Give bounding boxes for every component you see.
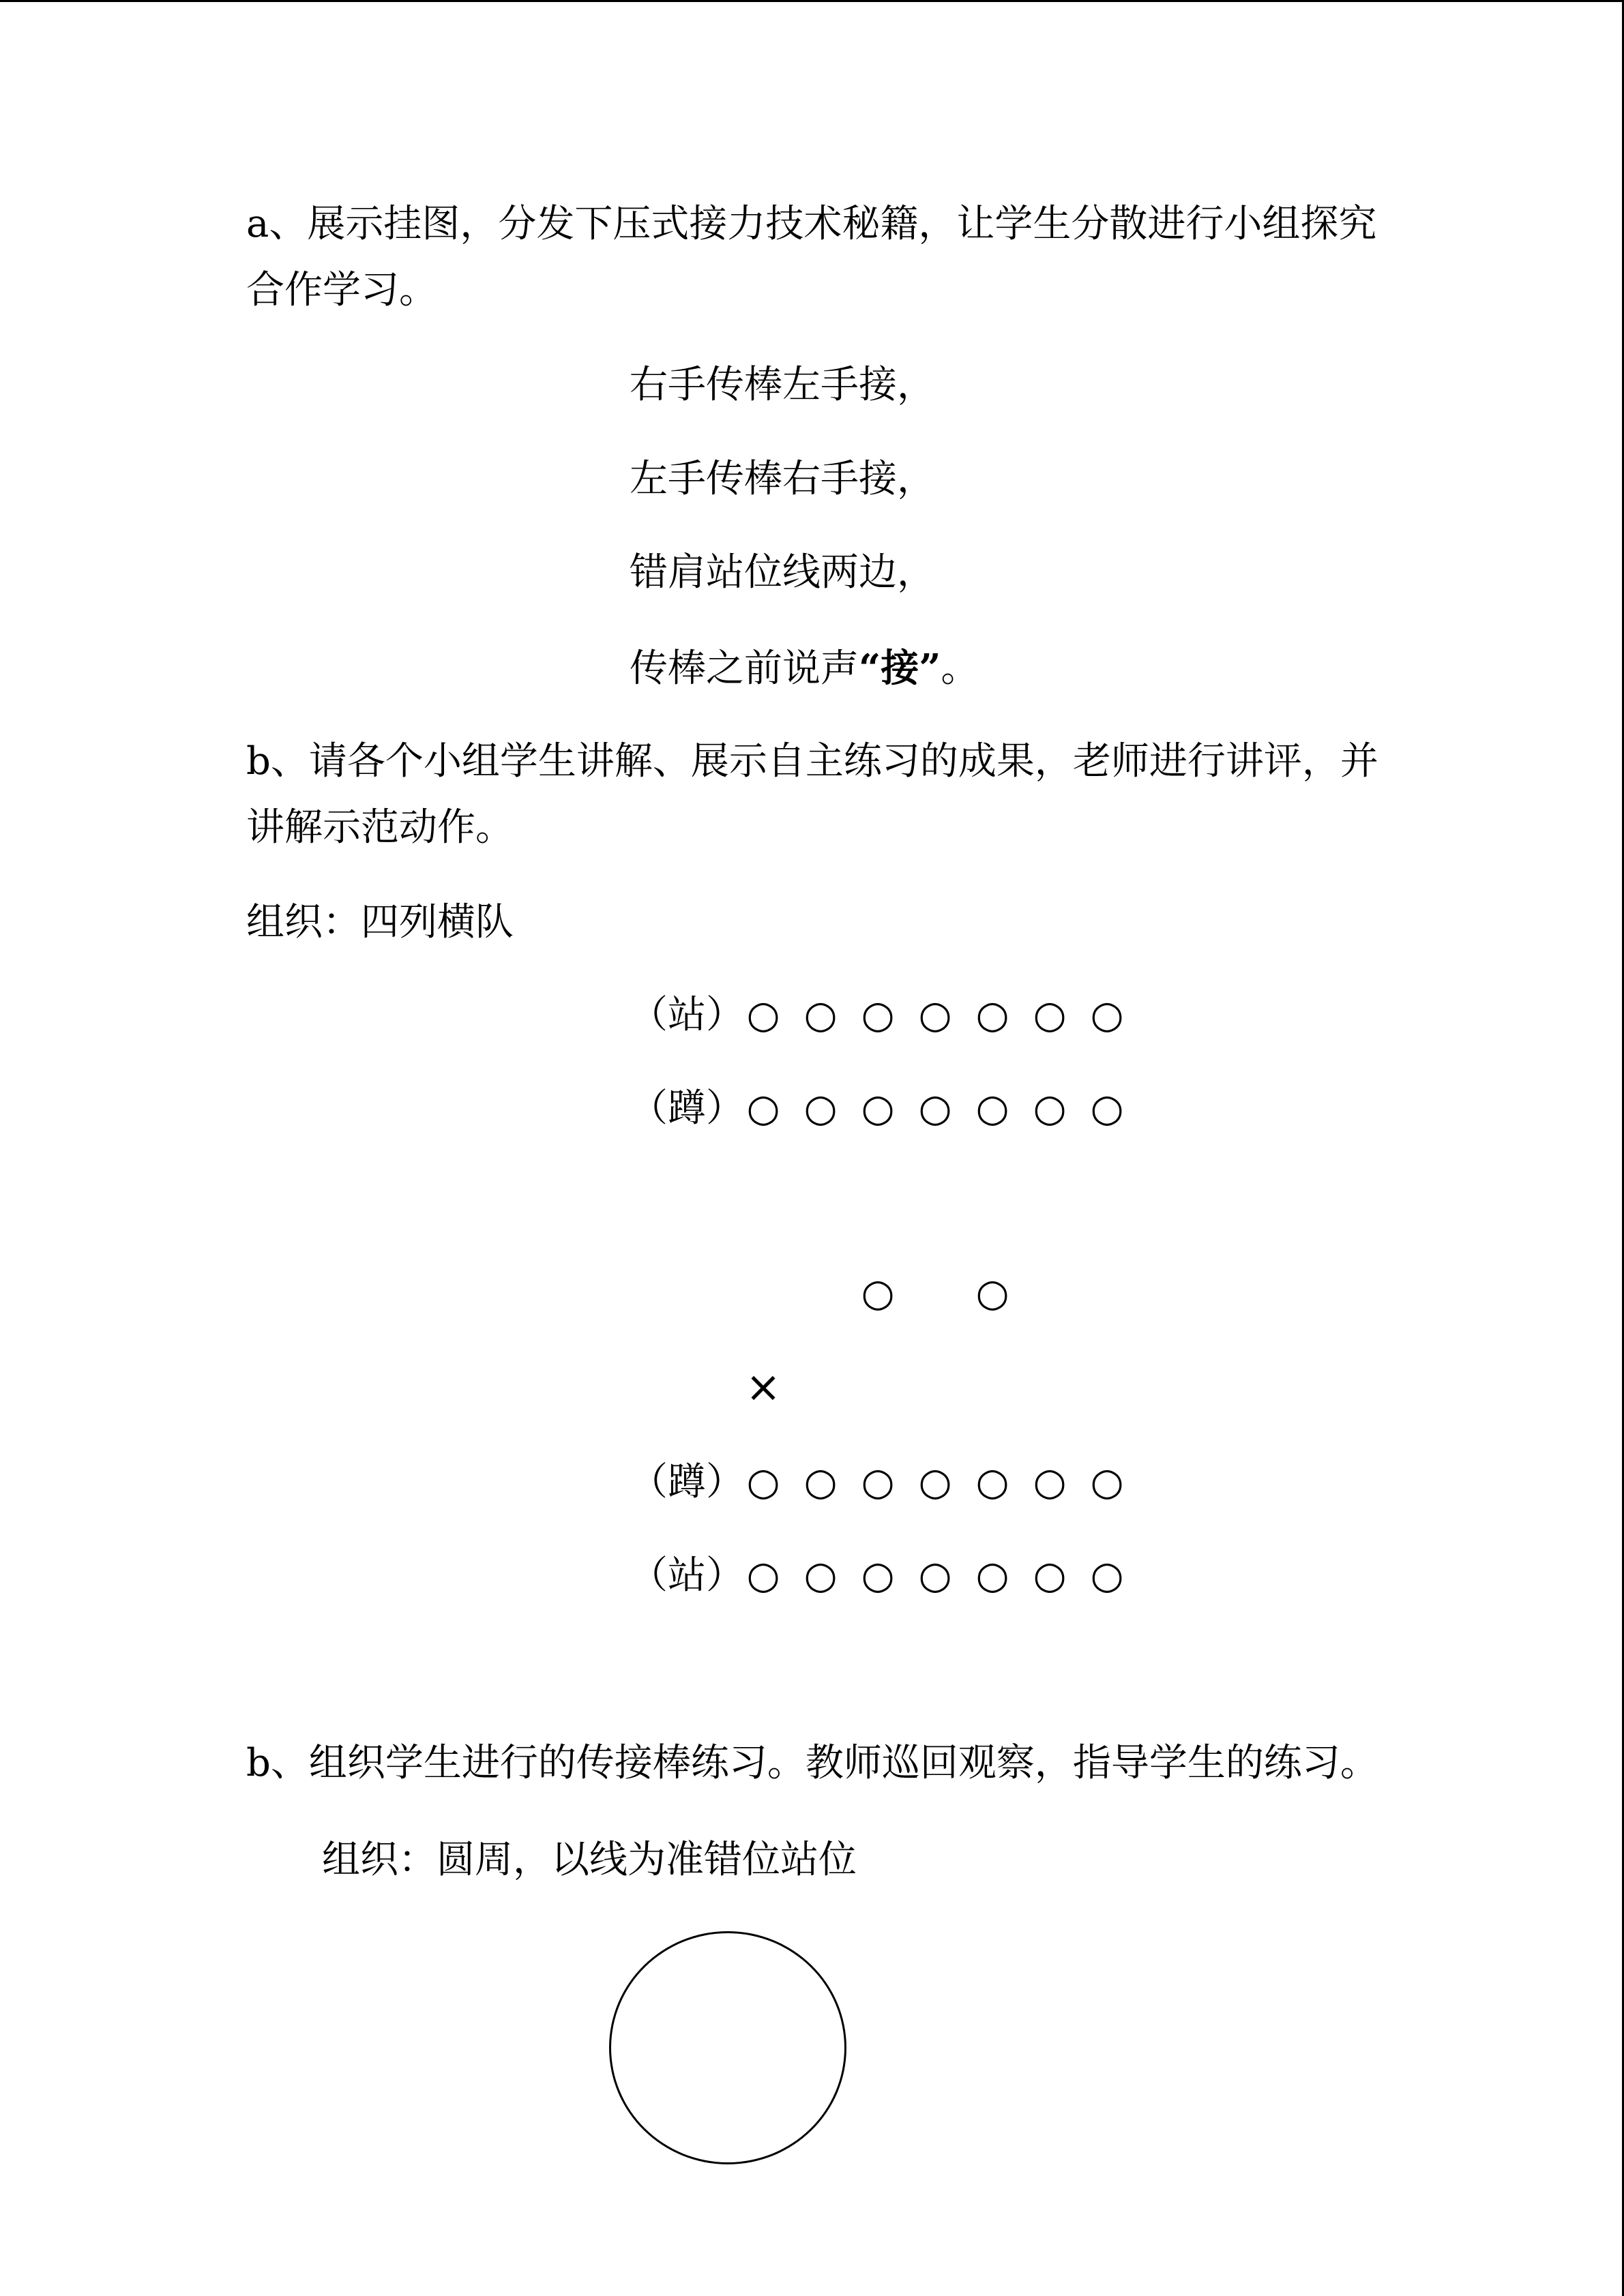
circle-heading: 组织：圆周，以线为准错位站位 (322, 1838, 857, 1882)
student-mark: ○ (861, 1086, 895, 1131)
student-mark: ○ (1033, 1086, 1067, 1131)
student-mark: ○ (975, 1460, 1009, 1504)
student-mark: ○ (803, 1553, 838, 1598)
student-mark: ○ (746, 1086, 780, 1131)
student-mark: ○ (746, 993, 780, 1037)
student-mark: ○ (861, 993, 895, 1037)
middle-student-mark: ○ (861, 1271, 895, 1315)
student-mark: ○ (803, 1460, 838, 1504)
formation-row-squat-top (630, 1086, 1126, 1132)
section-a-line-2: 合作学习。 (246, 268, 437, 312)
row-label: （站） (630, 1553, 744, 1598)
section-b2-line-1: b、组织学生进行的传接棒练习。教师巡回观察，指导学生的练习。 (246, 1741, 1378, 1785)
student-mark: ○ (975, 993, 1009, 1037)
student-mark: ○ (1090, 993, 1124, 1037)
student-mark: ○ (975, 1086, 1009, 1131)
student-mark: ○ (918, 1553, 952, 1598)
student-mark: ○ (861, 1553, 895, 1598)
formation-row-stand-bottom (630, 1553, 1126, 1599)
student-mark: ○ (1090, 1553, 1124, 1598)
student-mark: ○ (1090, 1460, 1124, 1504)
verse-line-4-prefix: 传棒之前说声 (630, 646, 859, 691)
student-mark: ○ (918, 993, 952, 1037)
middle-student-mark: ○ (975, 1271, 1009, 1315)
row-label: （蹲） (630, 1086, 744, 1131)
student-mark: ○ (1033, 1460, 1067, 1504)
student-mark: ○ (1033, 1553, 1067, 1598)
row-label: （蹲） (630, 1460, 744, 1504)
section-a-line-1: a、展示挂图，分发下压式接力技术秘籍，让学生分散进行小组探究 (246, 202, 1377, 246)
formation-row-squat-bottom (630, 1459, 1126, 1506)
student-mark: ○ (861, 1460, 895, 1504)
student-mark: ○ (975, 1553, 1009, 1598)
verse-line-4-suffix: 。 (941, 646, 979, 691)
formation-heading: 组织：四列横队 (246, 900, 514, 944)
student-mark: ○ (746, 1553, 780, 1598)
section-b1-line-1: b、请各个小组学生讲解、展示自主练习的成果，老师进行讲评，并 (246, 739, 1378, 784)
verse-line-4-bold: “接” (859, 646, 941, 691)
section-b1-line-2: 讲解示范动作。 (246, 805, 514, 850)
verse-line-4 (630, 645, 979, 691)
teacher-mark: × (745, 1362, 781, 1412)
student-mark: ○ (746, 1460, 780, 1504)
student-mark: ○ (918, 1460, 952, 1504)
circle-formation-diagram (609, 1931, 846, 2164)
row-label: （站） (630, 993, 744, 1037)
student-mark: ○ (918, 1086, 952, 1131)
student-mark: ○ (803, 993, 838, 1037)
verse-line-2: 左手传棒右手接， (630, 457, 935, 501)
verse-line-1: 右手传棒左手接， (630, 363, 935, 407)
student-mark: ○ (1033, 993, 1067, 1037)
verse-line-3: 错肩站位线两边， (630, 550, 935, 595)
student-mark: ○ (1090, 1086, 1124, 1131)
formation-row-stand-top (630, 992, 1126, 1039)
student-mark: ○ (803, 1086, 838, 1131)
